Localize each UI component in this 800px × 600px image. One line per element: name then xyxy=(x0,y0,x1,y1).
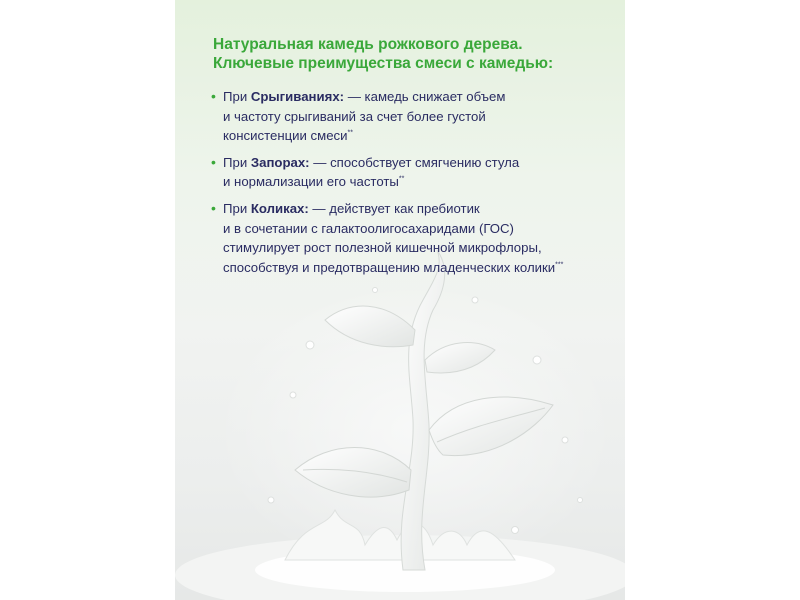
benefit-regurgitation xyxy=(211,87,621,146)
benefit-line2-text: и частоту срыгиваний за счет более густой xyxy=(223,108,486,124)
footnote-marker: *** xyxy=(555,261,564,269)
bullet-icon: • xyxy=(211,153,216,170)
benefit-line xyxy=(223,153,621,173)
benefit-line xyxy=(223,172,621,192)
benefit-prefix: При xyxy=(223,154,251,170)
benefit-line1-text: — способствует смягчению стула xyxy=(309,154,520,170)
benefits-list xyxy=(211,87,621,284)
benefit-term: Коликах: xyxy=(250,200,309,216)
benefit-line xyxy=(223,258,621,278)
benefit-prefix: При xyxy=(223,200,251,216)
benefit-constipation xyxy=(211,153,621,192)
heading-line-1: Натуральная камедь рожкового дерева. xyxy=(213,36,523,53)
page-heading xyxy=(213,35,613,73)
benefit-line2-text: и в сочетании с галактоолигосахаридами (ГОС) xyxy=(223,220,514,236)
footnote-marker: ** xyxy=(347,129,353,137)
benefit-term: Запорах: xyxy=(250,154,310,170)
benefit-line1-text: — камедь снижает объем xyxy=(344,89,506,104)
heading-line-2: Ключевые преимущества смеси с камедью: xyxy=(213,55,554,72)
info-panel xyxy=(175,0,625,600)
footnote-marker: ** xyxy=(398,175,405,183)
benefit-line2-text: и нормализации его частоты xyxy=(223,174,399,190)
benefit-prefix: При xyxy=(223,89,251,104)
benefit-colic xyxy=(211,199,621,277)
benefit-line xyxy=(223,126,621,146)
benefit-line3-text: консистенции смеси xyxy=(223,128,348,144)
benefit-line xyxy=(223,199,621,219)
benefit-term: Срыгиваниях: xyxy=(250,89,345,104)
bullet-icon: • xyxy=(211,199,216,216)
bullet-icon: • xyxy=(211,88,216,104)
benefit-line3-text: стимулирует рост полезной кишечной микрофлоры, xyxy=(223,240,542,256)
benefit-line1-text: — действует как пребиотик xyxy=(308,200,480,216)
benefit-line xyxy=(223,87,621,107)
benefit-line4-text: способствуя и предотвращению младенческих колики xyxy=(223,259,556,275)
